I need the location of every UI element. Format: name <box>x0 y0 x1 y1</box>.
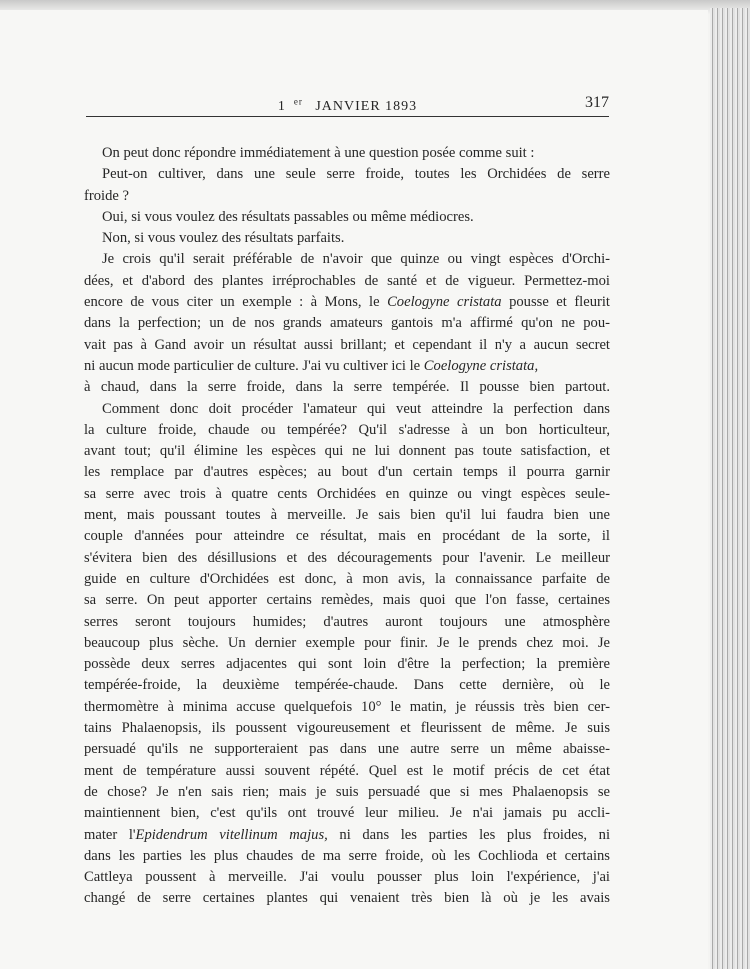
species-name: Coelogyne cristata <box>387 294 502 311</box>
text-line: Non, si vous voulez des résultats parfaits. <box>102 230 345 247</box>
text-line: à chaud, dans la serre froide, dans la serre tempérée. Il pousse bien partout. <box>84 379 610 396</box>
text-line: s'évitera bien des désillusions et des découragements pour l'avenir. Le meilleur <box>84 549 610 566</box>
text-line: Cattleya poussent à merveille. J'ai voulu pousser plus loin l'expérience, j'ai <box>84 869 610 886</box>
text-line: On peut donc répondre immédiatement à une question posée comme suit : <box>102 145 535 161</box>
text-line: tains Phalaenopsis, ils poussent vigoureusement et fleurissent de même. Je suis <box>84 720 610 737</box>
text-line: ment de température aussi souvent répété. Quel est le motif précis de cet état <box>84 762 610 779</box>
text-line: Peut-on cultiver, dans une seule serre froide, toutes les Orchidées de serre <box>102 166 610 183</box>
text-line: changé de serre certaines plantes qui venaient très bien là où je les avais <box>84 890 610 907</box>
text-line: thermomètre à minima accuse quelquefois 10° le matin, je réussis très bien cer- <box>84 698 610 715</box>
text-line: serres seront toujours humides; d'autres auront toujours une atmosphère <box>84 613 610 630</box>
text-line: dées, et d'abord des plantes irréprochables de santé et de vigueur. Permettez-moi <box>84 272 610 289</box>
text-line: la culture froide, chaude ou tempérée? Qu'il s'adresse à un bon horticulteur, <box>84 421 610 438</box>
text-line: Oui, si vous voulez des résultats passables ou même médiocres. <box>102 208 474 225</box>
text-line: ment, mais poussant toutes à merveille. Je sais bien qu'il lui faudra bien une <box>84 507 610 524</box>
text-line: mater l'Epidendrum vitellinum majus, ni dans les parties les plus froides, ni <box>84 826 610 843</box>
species-name: Coelogyne cristata, <box>423 357 539 374</box>
text-line: ni aucun mode particulier de culture. J'ai vu cultiver ici le Coelogyne cristata, <box>84 357 539 374</box>
text-line: Je crois qu'il serait préférable de n'avoir que quinze ou vingt espèces d'Orchi- <box>102 251 610 268</box>
header-date <box>86 96 609 115</box>
page-edges <box>710 8 750 969</box>
text-line: les remplace par d'autres espèces; au bout d'un certain temps il pourra garnir <box>84 464 610 481</box>
text-line: guide en culture d'Orchidées est donc, à mon avis, la connaissance parfaite de <box>84 570 610 587</box>
text-line: dans les parties les plus chaudes de ma serre froide, où les Cochlioda et certains <box>84 847 610 864</box>
text-line: persuadé qu'ils ne supporteraient pas dans une autre serre un même abaisse- <box>84 741 610 758</box>
text-line: sa serre avec trois à quatre cents Orchidées en quinze ou vingt espèces seule- <box>84 485 610 502</box>
text-line: avant tout; qu'il élimine les espèces qui ne lui donnent pas toute satisfaction, et <box>84 443 610 460</box>
text-line: froide ? <box>84 187 129 204</box>
text-line: beaucoup plus sèche. Un dernier exemple pour finir. Je le prends chez moi. Je <box>84 634 610 651</box>
text-line: de chose? Je n'en sais rien; mais je suis persuadé que si mes Phalaenopsis se <box>84 783 610 800</box>
date-ordinal: er <box>293 96 303 106</box>
species-name: Epidendrum vitellinum majus, <box>135 826 328 843</box>
text-line: Comment donc doit procéder l'amateur qui veut atteindre la perfection dans <box>102 400 610 417</box>
text-line: maintiennent bien, c'est qu'ils ont trouvé leur milieu. Je n'ai jamais pu accli- <box>84 805 610 822</box>
date-month-year: JANVIER 1893 <box>303 99 425 114</box>
text-line: couple d'années pour atteindre ce résultat, mais en procédant de la sorte, il <box>84 528 610 545</box>
text-line: tempérée-froide, la deuxième tempérée-chaude. Dans cette dernière, où le <box>84 677 610 694</box>
text-line: dans la perfection; un de nos grands amateurs gantois m'a affirmé qu'on ne pou- <box>84 315 610 332</box>
text-line: possède deux serres adjacentes qui sont loin d'être la perfection; la première <box>84 656 610 673</box>
text-line: vait pas à Gand avoir un résultat aussi brillant; et cependant il n'y a aucun secret <box>84 336 610 353</box>
date-day: 1 <box>270 99 294 114</box>
text-line: encore de vous citer un exemple : à Mons, le Coelogyne cristata pousse et fleurit <box>84 294 610 311</box>
body-text <box>84 143 610 910</box>
page-number: 317 <box>579 94 609 112</box>
text-line: sa serre. On peut apporter certains remèdes, mais quoi que l'on fasse, certaines <box>84 592 610 609</box>
running-header <box>86 92 609 117</box>
